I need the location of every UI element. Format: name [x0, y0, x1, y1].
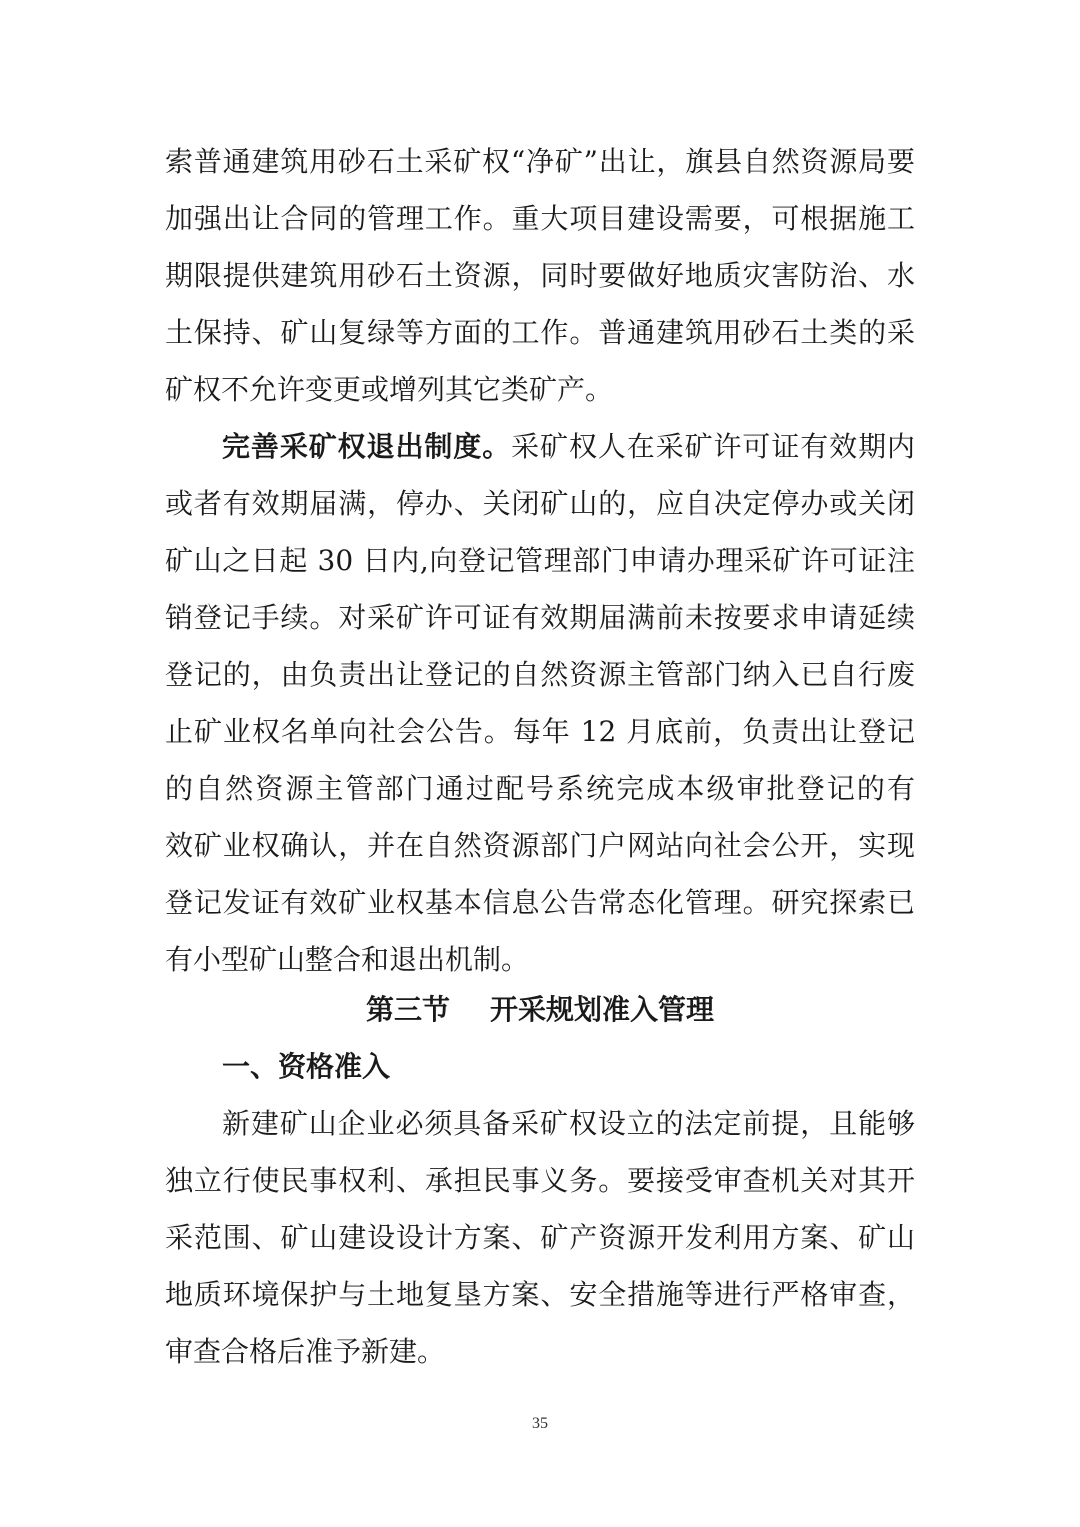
- para1-line-1: 索普通建筑用砂石土采矿权“净矿”出让，旗县自然资源局要: [165, 145, 915, 178]
- section-title: 开采规划准入管理: [490, 993, 715, 1026]
- para2-line-3: 矿山之日起 30 日内,向登记管理部门申请办理采矿许可证注: [165, 544, 915, 577]
- para2-line-2: 或者有效期届满，停办、关闭矿山的，应自决定停办或关闭: [165, 487, 915, 520]
- section-heading: [0, 981, 1080, 1039]
- para1-line-5: 矿权不允许变更或增列其它类矿产。: [165, 373, 614, 406]
- para2-line-10: 有小型矿山整合和退出机制。: [165, 943, 530, 976]
- page-number: 35: [532, 1415, 548, 1432]
- para1-line-4: 土保持、矿山复绿等方面的工作。普通建筑用砂石土类的采: [165, 316, 915, 349]
- subsection-heading: 一、资格准入: [222, 1050, 391, 1083]
- para3-line-4: 地质环境保护与土地复垦方案、安全措施等进行严格审查，: [165, 1278, 915, 1311]
- para1-line-2: 加强出让合同的管理工作。重大项目建设需要，可根据施工: [165, 202, 915, 235]
- para2-line-6: 止矿业权名单向社会公告。每年 12 月底前，负责出让登记: [165, 715, 915, 748]
- para2-line-5: 登记的，由负责出让登记的自然资源主管部门纳入已自行废: [165, 658, 915, 691]
- para2-first-rest: 采矿权人在采矿许可证有效期内: [511, 430, 915, 463]
- para3-line-5: 审查合格后准予新建。: [165, 1335, 446, 1368]
- para3-line-3: 采范围、矿山建设设计方案、矿产资源开发利用方案、矿山: [165, 1221, 915, 1254]
- para3-line-2: 独立行使民事权利、承担民事义务。要接受审查机关对其开: [165, 1164, 915, 1197]
- para2-line-8: 效矿业权确认，并在自然资源部门户网站向社会公开，实现: [165, 829, 915, 862]
- para1-line-3: 期限提供建筑用砂石土资源，同时要做好地质灾害防治、水: [165, 259, 915, 292]
- para2-line-4: 销登记手续。对采矿许可证有效期届满前未按要求申请延续: [165, 601, 915, 634]
- para2-line-7: 的自然资源主管部门通过配号系统完成本级审批登记的有: [165, 772, 915, 805]
- para2-line-9: 登记发证有效矿业权基本信息公告常态化管理。研究探索已: [165, 886, 915, 919]
- section-number: 第三节: [365, 993, 450, 1026]
- para2-line-1: [222, 418, 915, 476]
- para3-line-1: 新建矿山企业必须具备采矿权设立的法定前提，且能够: [222, 1107, 915, 1140]
- para2-lead: 完善采矿权退出制度。: [222, 430, 512, 463]
